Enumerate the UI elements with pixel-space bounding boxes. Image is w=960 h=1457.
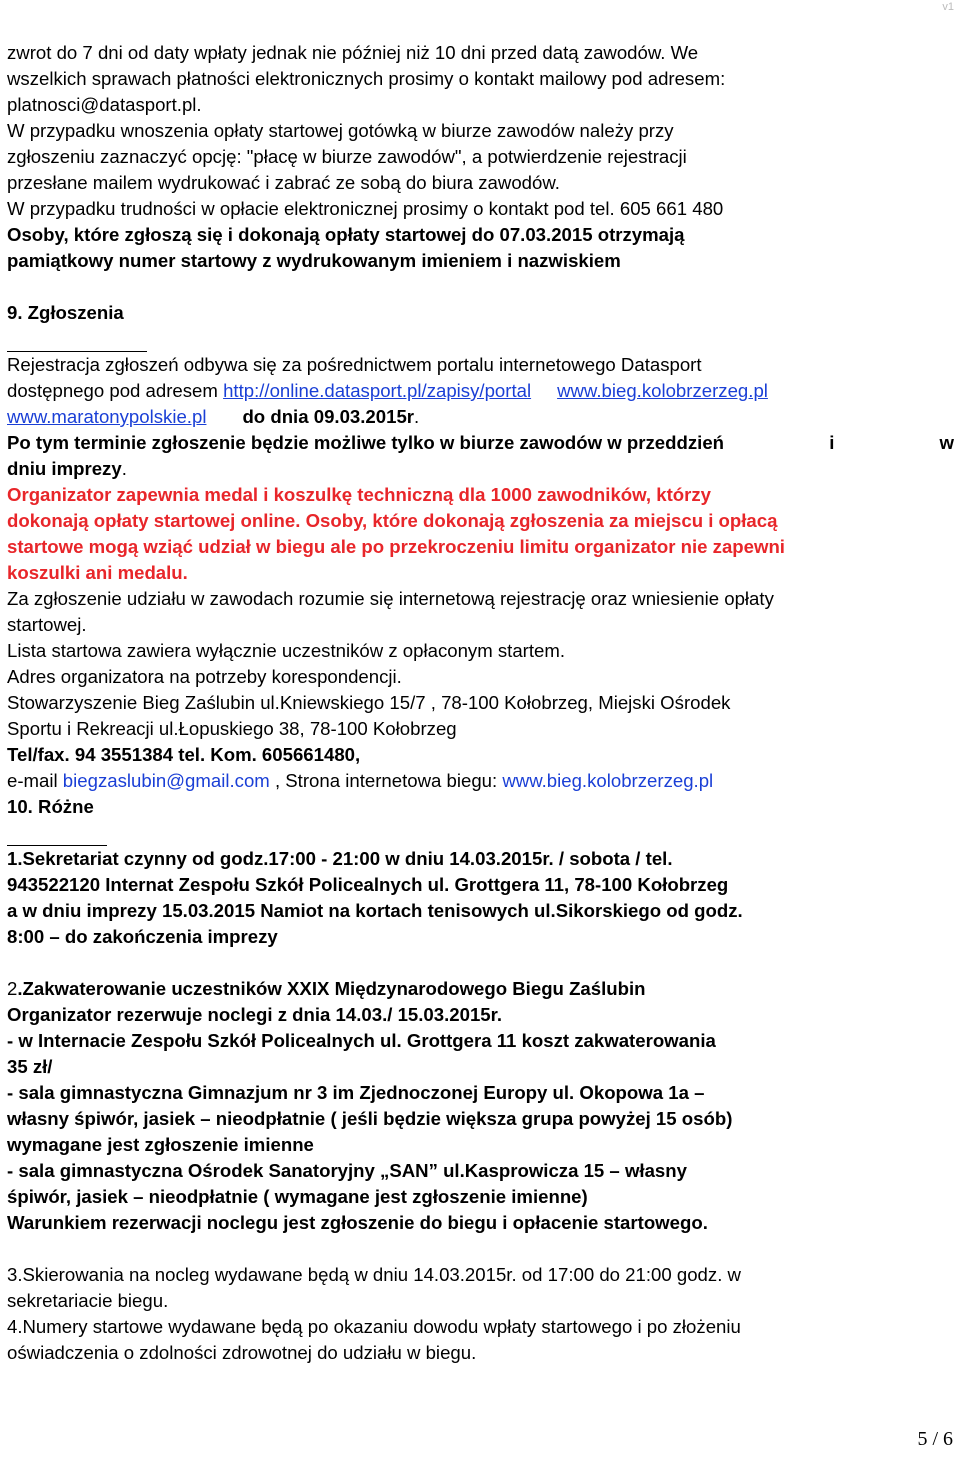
item-2-line-8: - sala gimnastyczna Ośrodek Sanatoryjny „SAN” ul.Kasprowicza 15 – własny <box>7 1160 687 1181</box>
page-number: 5 / 6 <box>917 1428 953 1450</box>
email-label: e-mail <box>7 770 63 791</box>
item-1-line-4: 8:00 – do zakończenia imprezy <box>7 926 278 947</box>
term-word-w: w <box>939 432 954 453</box>
payment-line-2: wszelkich sprawach płatności elektronicznych prosimy o kontakt mailowy pod adresem: <box>7 68 726 89</box>
start-list-info: Lista startowa zawiera wyłącznie uczestników z opłaconym startem. <box>7 640 566 661</box>
registration-line-3 <box>7 404 955 430</box>
item-2-title: .Zakwaterowanie uczestników XXIX Międzynarodowego Biegu Zaślubin <box>17 978 646 999</box>
payment-phone: W przypadku trudności w opłacie elektronicznej prosimy o kontakt pod tel. 605 661 480 <box>7 198 724 219</box>
heading-rule <box>7 326 147 352</box>
site-label: , Strona internetowa biegu: <box>269 770 503 791</box>
item-2-line-2: Organizator rezerwuje noclegi z dnia 14.03./ 15.03.2015r. <box>7 1004 503 1025</box>
medal-notice-4: koszulki ani medalu. <box>7 562 188 583</box>
heading-rule <box>7 820 107 846</box>
item-2-line-7: wymagane jest zgłoszenie imienne <box>7 1134 314 1155</box>
item-2-line-10: Warunkiem rezerwacji noclegu jest zgłoszenie do biegu i opłacenie startowego. <box>7 1212 708 1233</box>
maraton-link[interactable]: www.maratonypolskie.pl <box>7 406 207 427</box>
item-1-line-1: 1.Sekretariat czynny od godz.17:00 - 21:00 w dniu 14.03.2015r. / sobota / tel. <box>7 848 673 869</box>
term-line-1 <box>7 430 954 456</box>
item-1-line-2: 943522120 Internat Zespołu Szkół Policealnych ul. Grottgera 11, 78-100 Kołobrzeg <box>7 874 729 895</box>
item-2-line-5: - sala gimnastyczna Gimnazjum nr 3 im Zjednoczonej Europy ul. Okopowa 1a – <box>7 1082 705 1103</box>
medal-notice-2: dokonają opłaty startowej online. Osoby, które dokonają zgłoszenia za miejscu i opłacą <box>7 510 778 531</box>
email-link[interactable]: biegzaslubin@gmail.com <box>62 770 270 791</box>
payment-line-4: W przypadku wnoszenia opłaty startowej gotówką w biurze zawodów należy przy <box>7 120 674 141</box>
payment-email: platnosci@datasport.pl. <box>7 94 202 115</box>
payment-line-6: przesłane mailem wydrukować i zabrać ze sobą do biura zawodów. <box>7 172 560 193</box>
term-line-2 <box>7 456 955 482</box>
bieg-link[interactable]: www.bieg.kolobrzerzeg.pl <box>557 380 768 401</box>
medal-notice-3: startowe mogą wziąć udział w biegu ale po przekroczeniu limitu organizator nie zapewni <box>7 536 785 557</box>
item-2-line-6: własny śpiwór, jasiek – nieodpłatnie ( jeśli będzie większa grupa powyżej 15 osób) <box>7 1108 733 1129</box>
registration-def-2: startowej. <box>7 614 87 635</box>
contact-line <box>7 768 955 794</box>
section-9-heading: 9. Zgłoszenia <box>7 302 124 323</box>
item-2-line-9: śpiwór, jasiek – nieodpłatnie ( wymagane jest zgłoszenie imienne) <box>7 1186 588 1207</box>
item-3-line-2: sekretariacie biegu. <box>7 1290 169 1311</box>
payment-line-5: zgłoszeniu zaznaczyć opcję: "płacę w biurze zawodów", a potwierdzenie rejestracji <box>7 146 687 167</box>
item-2-line-1 <box>7 976 955 1002</box>
medal-notice-1: Organizator zapewnia medal i koszulkę techniczną dla 1000 zawodników, którzy <box>7 484 712 505</box>
item-2-line-4: 35 zł/ <box>7 1056 53 1077</box>
item-4-line-2: oświadczenia o zdolności zdrowotnej do udziału w biegu. <box>7 1342 477 1363</box>
term-text: Po tym terminie zgłoszenie będzie możliwe tylko w biurze zawodów w przeddzień <box>7 432 725 453</box>
payment-bold-1: Osoby, które zgłoszą się i dokonają opłaty startowej do 07.03.2015 otrzymają <box>7 224 685 245</box>
item-2-line-3: - w Internacie Zespołu Szkół Policealnych ul. Grottgera 11 koszt zakwaterowania <box>7 1030 716 1051</box>
registration-deadline: do dnia 09.03.2015r <box>242 406 415 427</box>
payment-bold-2: pamiątkowy numer startowy z wydrukowanym imieniem i nazwiskiem <box>7 250 621 271</box>
term-word-i: i <box>829 432 835 453</box>
registration-text: dostępnego pod adresem <box>7 380 224 401</box>
item-4-line-1: 4.Numery startowe wydawane będą po okazaniu dowodu wpłaty startowego i po złożeniu <box>7 1316 741 1337</box>
term-end: dniu imprezy <box>7 458 122 479</box>
registration-def-1: Za zgłoszenie udziału w zawodach rozumie się internetową rejestrację oraz wniesienie opłaty <box>7 588 774 609</box>
item-2-number: 2 <box>7 978 18 999</box>
version-label: v1 <box>942 1 954 13</box>
contact-phone: Tel/fax. 94 3551384 tel. Kom. 605661480, <box>7 744 361 765</box>
portal-link[interactable]: http://online.datasport.pl/zapisy/portal <box>223 380 532 401</box>
document-page <box>7 40 955 1366</box>
term-dot: . <box>121 458 127 479</box>
item-3-line-1: 3.Skierowania na nocleg wydawane będą w dniu 14.03.2015r. od 17:00 do 21:00 godz. w <box>7 1264 741 1285</box>
registration-line-1: Rejestracja zgłoszeń odbywa się za pośrednictwem portalu internetowego Datasport <box>7 354 702 375</box>
item-1-line-3: a w dniu imprezy 15.03.2015 Namiot na kortach tenisowych ul.Sikorskiego od godz. <box>7 900 743 921</box>
section-10-heading: 10. Różne <box>7 796 94 817</box>
address-label: Adres organizatora na potrzeby korespondencji. <box>7 666 402 687</box>
payment-line-1: zwrot do 7 dni od daty wpłaty jednak nie później niż 10 dni przed datą zawodów. We <box>7 42 699 63</box>
address-line-2: Sportu i Rekreacji ul.Łopuskiego 38, 78-100 Kołobrzeg <box>7 718 457 739</box>
site-link[interactable]: www.bieg.kolobrzerzeg.pl <box>502 770 714 791</box>
registration-line-2 <box>7 378 955 404</box>
address-line-1: Stowarzyszenie Bieg Zaślubin ul.Kniewskiego 15/7 , 78-100 Kołobrzeg, Miejski Ośrodek <box>7 692 731 713</box>
deadline-dot: . <box>414 406 420 427</box>
